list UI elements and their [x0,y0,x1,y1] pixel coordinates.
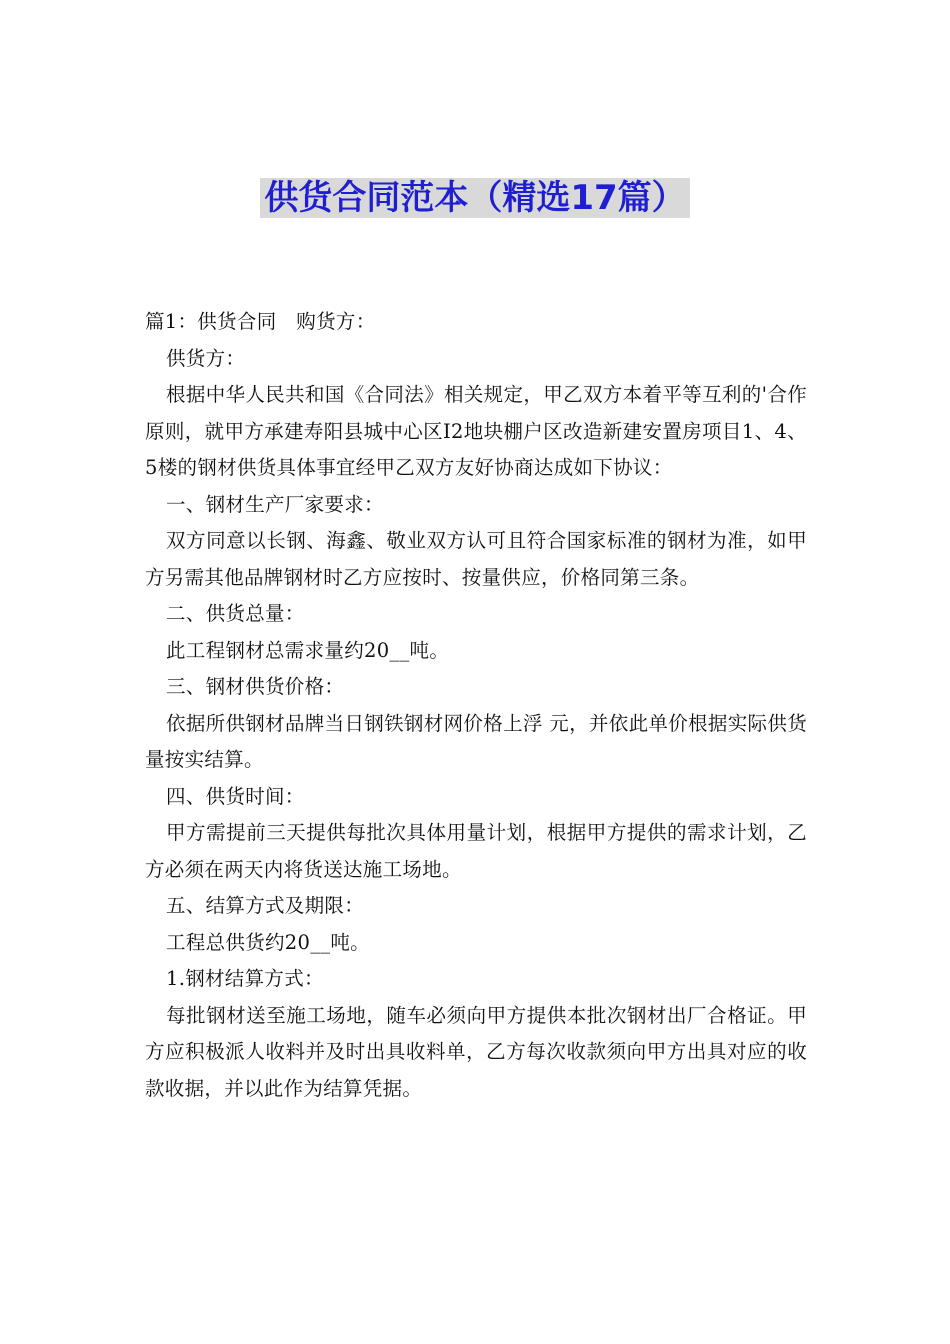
document-title: 供货合同范本（精选17篇） [260,178,689,218]
paragraph: 甲方需提前三天提供每批次具体用量计划，根据甲方提供的需求计划，乙方必须在两天内将货送达施工场地。 [145,821,807,881]
paragraph: 双方同意以长钢、海鑫、敬业双方认可且符合国家标准的钢材为准，如甲方另需其他品牌钢材时乙方应按时、按量供应，价格同第三条。 [145,529,807,589]
paragraph: 依据所供钢材品牌当日钢铁钢材网价格上浮 元，并依此单价根据实际供货量按实结算。 [145,711,807,771]
subsection-heading: 1.钢材结算方式： [166,967,324,990]
section-heading: 三、钢材供货价格： [166,675,345,698]
section-heading: 一、钢材生产厂家要求： [166,492,384,516]
paragraph: 根据中华人民共和国《合同法》相关规定，甲乙双方本着平等互利的'合作原则，就甲方承建寿阳县城中心区I2地块棚户区改造新建安置房项目1、4、5楼的钢材供货具体事宜经甲乙双方友好协商达成如下协议： [145,383,807,479]
paragraph: 篇1：供货合同 购货方： [145,310,376,333]
section-heading: 四、供货时间： [166,784,305,808]
document-body [145,304,807,1107]
title-container [0,178,950,218]
paragraph: 工程总供货约20__吨。 [166,930,370,954]
paragraph: 此工程钢材总需求量约20__吨。 [166,638,450,662]
paragraph: 供货方： [166,346,246,370]
paragraph: 每批钢材送至施工场地，随车必须向甲方提供本批次钢材出厂合格证。甲方应积极派人收料并及时出具收料单，乙方每次收款须向甲方出具对应的收款收据，并以此作为结算凭据。 [145,1003,807,1100]
section-heading: 二、供货总量： [166,602,305,625]
section-heading: 五、结算方式及期限： [166,894,365,917]
